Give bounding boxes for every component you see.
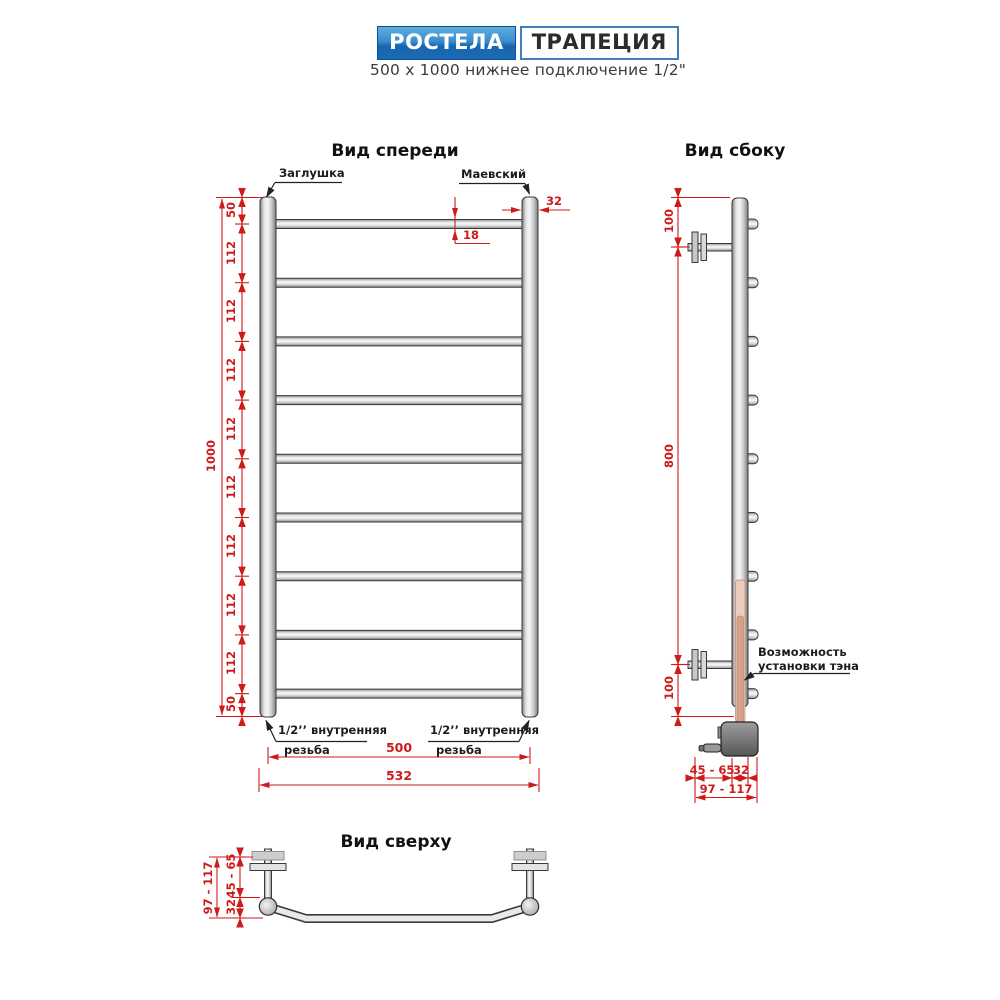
rung	[266, 630, 534, 639]
top-view-title: Вид сверху	[340, 832, 452, 852]
cap-label: Заглушка	[279, 166, 345, 180]
drawing-subtitle: 500 x 1000 нижнее подключение 1/2"	[369, 61, 687, 79]
thread-left-label-line2: резьба	[284, 743, 330, 757]
heater-note-leader	[745, 674, 851, 681]
air-valve-label: Маевский	[461, 167, 527, 181]
dim-tube-diameter: 32	[545, 194, 562, 208]
dim-offset-bottom: 100	[662, 676, 676, 701]
dim-chain-112: 112	[224, 417, 238, 442]
dim-wall-distance: 45 - 65	[689, 763, 735, 777]
dim-offset-top: 100	[662, 209, 676, 234]
dim-chain-112: 112	[224, 299, 238, 324]
heater-note-line1: Возможность	[758, 645, 847, 659]
dim-top-wall-distance: 45 - 65	[224, 853, 238, 899]
side-view-title: Вид сбоку	[684, 141, 786, 161]
rung	[266, 572, 534, 581]
trapezoid-rung	[272, 908, 526, 919]
rung	[266, 278, 534, 287]
dim-chain-112: 112	[224, 475, 238, 500]
cable-end	[699, 746, 704, 752]
thread-right-label-line1: 1/2’’ внутренняя	[430, 723, 540, 737]
dim-span-middle: 800	[662, 444, 676, 469]
rung	[266, 337, 534, 346]
thread-right-label-line2: резьба	[436, 743, 482, 757]
wall-bracket-bottom	[688, 650, 732, 681]
dim-chain-112: 112	[224, 241, 238, 266]
heater-note-line2: установки тэна	[758, 659, 859, 673]
rung	[266, 396, 534, 405]
dim-width-centers: 500	[385, 740, 413, 755]
dim-chain-50: 50	[224, 696, 238, 713]
wall-plate	[252, 852, 284, 861]
side-view-drawing	[671, 189, 850, 804]
top-view-drawing	[209, 848, 548, 927]
model-badge: ТРАПЕЦИЯ	[520, 26, 679, 60]
dim-top-tube-diameter: 32	[224, 899, 238, 916]
tube-section-left	[259, 898, 276, 915]
thread-left-label-line1: 1/2’’ внутренняя	[278, 723, 388, 737]
rung	[266, 220, 534, 229]
dim-chain-112: 112	[224, 358, 238, 383]
wall-plate	[514, 852, 546, 861]
front-view-drawing	[216, 183, 570, 793]
left-tube	[260, 197, 276, 717]
dim-top-depth-overall: 97 - 117	[201, 861, 215, 915]
ten-housing	[699, 722, 758, 756]
tube-section-right	[521, 898, 538, 915]
dim-height-total: 1000	[204, 440, 218, 473]
wall-bracket-top	[688, 232, 732, 263]
rung	[266, 513, 534, 522]
rungs	[266, 220, 534, 699]
dim-width-overall: 532	[385, 768, 413, 783]
right-tube	[522, 197, 538, 717]
dim-depth-overall: 97 - 117	[699, 782, 753, 796]
front-view-title: Вид спереди	[331, 141, 459, 161]
dim-tube-depth: 32	[732, 763, 749, 777]
power-cable	[703, 744, 721, 752]
dim-chain-112: 112	[224, 534, 238, 559]
bracket-flange	[250, 864, 286, 871]
dim-chain-112: 112	[224, 593, 238, 618]
rung	[266, 689, 534, 698]
dim-chain-50: 50	[224, 202, 238, 219]
rung	[266, 454, 534, 463]
dim-chain-112: 112	[224, 651, 238, 676]
bracket-flange	[512, 864, 548, 871]
brand-logo: РОСТЕЛА	[377, 26, 516, 60]
dim-rung-diameter: 18	[462, 228, 479, 242]
